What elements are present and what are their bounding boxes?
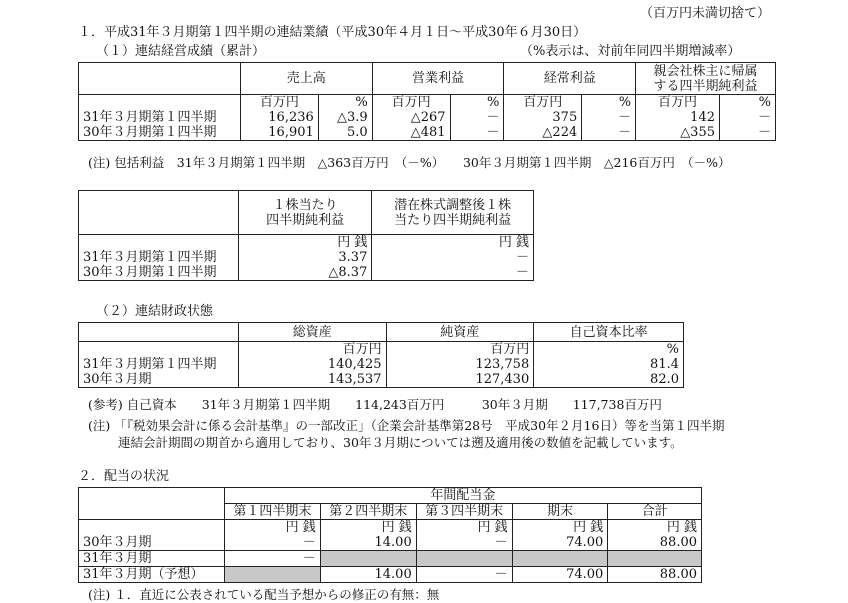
sub1-title: （１）連結経営成績（累計） [96,44,266,59]
header-net-income-line1: 親会社株主に帰属 [653,63,758,79]
table-cell: － [582,125,636,141]
unit-cell: 円 銭 [416,520,512,536]
results-table [78,62,776,141]
header-year-end: 期末 [512,504,608,520]
unit-cell: % [450,95,504,111]
table-cell: － [720,125,776,141]
header-net-income-line2: する四半期純利益 [653,78,758,94]
shaded-cell [416,551,512,567]
table-row [79,110,776,125]
row-label: 30年３月期第１四半期 [79,265,239,281]
table-cell: － [372,265,534,281]
unit-row-label [79,520,225,536]
unit-row-label [79,235,239,251]
table-cell: － [224,551,320,567]
corner-cell [79,191,239,235]
header-equity-ratio: 自己資本比率 [534,323,684,342]
table-cell: 140,425 [238,357,386,372]
unit-cell: % [582,95,636,111]
equity-ref-note: (参考) 自己資本 31年３月期第１四半期 114,243百万円 30年３月期 117,738百万円 [88,397,662,412]
unit-cell: 円 銭 [608,520,702,536]
unit-cell: % [318,95,372,111]
unit-cell: 円 銭 [512,520,608,536]
financial-table [78,322,684,388]
unit-row-label [79,342,239,358]
shaded-cell [224,567,320,583]
table-cell: － [416,567,512,583]
unit-cell: 百万円 [636,95,720,111]
table-cell: △481 [372,125,450,141]
header-diluted-eps [372,191,534,235]
header-diluted-eps-line2: 当たり四半期純利益 [394,212,512,228]
table-cell: － [720,110,776,125]
table-row [79,372,684,388]
table-cell: 74.00 [512,567,608,583]
header-q2-end: 第２四半期末 [320,504,416,520]
header-diluted-eps-line1: 潜在株式調整後１株 [394,197,512,213]
shaded-cell [608,551,702,567]
unit-row-label [79,95,241,111]
table-row [79,125,776,141]
comprehensive-income-note: (注) 包括利益 31年３月期第１四半期 △363百万円 （－%） 30年３月期第１四半期 △216百万円 （－%） [88,155,731,170]
table-row [79,535,702,551]
section2-title: ２．配当の状況 [78,469,170,484]
table-cell: 82.0 [534,372,684,388]
accounting-note-line1: (注) 「『税効果会計に係る会計基準』の一部改正」（企業会計基準第28号 平成30年２月16日）等を当第１四半期 [88,418,725,433]
table-cell: － [582,110,636,125]
row-label: 30年３月期第１四半期 [79,125,241,141]
unit-cell: % [534,342,684,358]
header-annual-dividend: 年間配当金 [224,488,701,504]
corner-cell [79,488,225,520]
header-eps [238,191,372,235]
row-label: 30年３月期 [79,535,225,551]
header-q1-end: 第１四半期末 [224,504,320,520]
table-cell: 375 [504,110,582,125]
table-cell: △8.37 [238,265,372,281]
table-cell: － [372,250,534,265]
table-cell: 88.00 [608,567,702,583]
table-cell: △267 [372,110,450,125]
header-eps-line2: 四半期純利益 [266,212,345,228]
table-row [79,551,702,567]
header-net-assets: 純資産 [386,323,534,342]
corner-cell [79,323,239,342]
dividend-table [78,487,702,583]
header-net-income [636,63,776,95]
header-total-assets: 総資産 [238,323,386,342]
table-cell: △355 [636,125,720,141]
table-cell: 3.37 [238,250,372,265]
sub1-note: （%表示は、対前年同四半期増減率） [520,44,741,59]
shaded-cell [320,551,416,567]
table-cell: 142 [636,110,720,125]
row-label: 31年３月期第１四半期 [79,357,239,372]
eps-table [78,190,534,281]
table-row [79,250,534,265]
table-cell: 81.4 [534,357,684,372]
unit-cell: 円 銭 [238,235,372,251]
row-label: 31年３月期第１四半期 [79,110,241,125]
header-ordinary-income: 経常利益 [504,63,636,95]
table-cell: － [224,535,320,551]
corner-cell [79,63,241,95]
table-cell: 16,901 [240,125,318,141]
header-eps-line1: １株当たり [272,197,338,213]
table-cell: △224 [504,125,582,141]
table-cell: 123,758 [386,357,534,372]
unit-cell: 百万円 [238,342,386,358]
unit-note: （百万円未満切捨て） [640,6,771,21]
shaded-cell [512,551,608,567]
unit-cell: 円 銭 [320,520,416,536]
header-total: 合計 [608,504,702,520]
accounting-note-line2: 連結会計期間の期首から適用しており、30年３月期については遡及適用後の数値を記載しています。 [118,435,683,450]
table-cell: 143,537 [238,372,386,388]
table-row [79,357,684,372]
unit-cell: 百万円 [240,95,318,111]
row-label: 31年３月期（予想） [79,567,225,583]
table-cell: 14.00 [320,567,416,583]
table-cell: △3.9 [318,110,372,125]
unit-cell: 百万円 [504,95,582,111]
table-cell: 74.00 [512,535,608,551]
row-label: 31年３月期 [79,551,225,567]
sub2-title: （２）連結財政状態 [96,304,214,319]
table-cell: 16,236 [240,110,318,125]
table-cell: 14.00 [320,535,416,551]
table-row [79,567,702,583]
unit-cell: 百万円 [372,95,450,111]
row-label: 30年３月期 [79,372,239,388]
unit-cell: 円 銭 [372,235,534,251]
header-sales: 売上高 [240,63,372,95]
table-row [79,265,534,281]
table-cell: － [450,110,504,125]
section1-title: １．平成31年３月期第１四半期の連結業績（平成30年４月１日～平成30年６月30日） [78,25,587,40]
unit-cell: 円 銭 [224,520,320,536]
table-cell: － [450,125,504,141]
dividend-note: (注) １．直近に公表されている配当予想からの修正の有無：無 [88,587,440,602]
header-operating-income: 営業利益 [372,63,504,95]
row-label: 31年３月期第１四半期 [79,250,239,265]
table-cell: 5.0 [318,125,372,141]
unit-cell: % [720,95,776,111]
table-cell: 88.00 [608,535,702,551]
table-cell: － [416,535,512,551]
unit-cell: 百万円 [386,342,534,358]
header-q3-end: 第３四半期末 [416,504,512,520]
table-cell: 127,430 [386,372,534,388]
